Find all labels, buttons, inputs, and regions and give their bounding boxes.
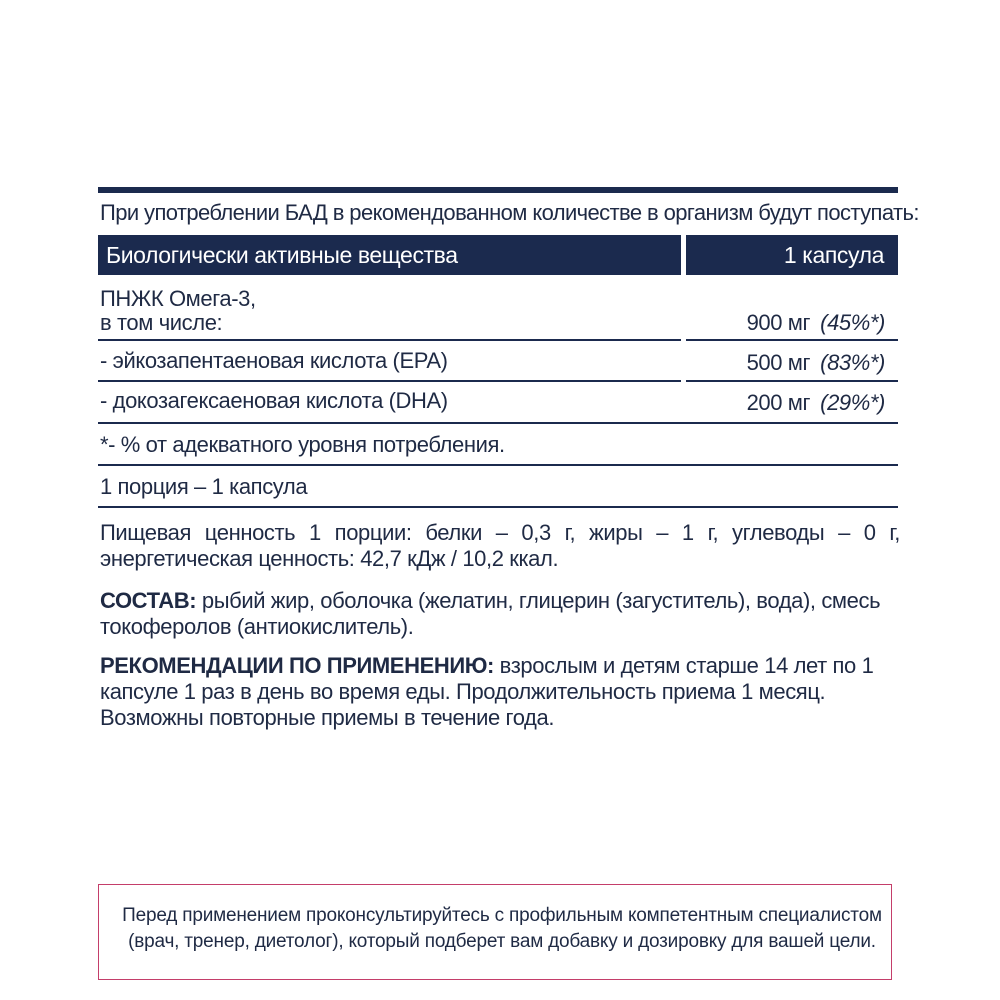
row-divider (686, 380, 898, 382)
portion-text: 1 порция – 1 капсула (100, 474, 308, 499)
epa-value (747, 351, 885, 375)
dha-percent: (29%*) (820, 390, 885, 415)
row-divider (98, 380, 681, 382)
epa-percent: (83%*) (820, 350, 885, 375)
nutrition-text: Пищевая ценность 1 порции: белки – 0,3 г, жиры – 1 г, углеводы – 0 г, энергетическая ценность: 42,7 кДж / 10,2 ккал. (100, 520, 900, 571)
table-header-amount-label: 1 капсула (783, 242, 884, 268)
footnote: *- % от адекватного уровня потребления. (100, 432, 505, 457)
table-header-substance-label: Биологически активные вещества (106, 242, 458, 268)
omega3-name-line2: в том числе: (100, 310, 223, 335)
omega3-amount: 900 мг (746, 310, 811, 335)
composition-text: рыбий жир, оболочка (желатин, глицерин (загуститель), вода), смесь токоферолов (антиокислитель). (100, 588, 881, 639)
row-divider (98, 339, 681, 341)
warning-box (98, 884, 892, 980)
row-divider (98, 464, 898, 466)
row-divider (686, 339, 898, 341)
top-rule (98, 187, 898, 193)
omega3-name-line1: ПНЖК Омега-3, (100, 286, 256, 311)
table-header-amount (686, 235, 898, 275)
intro-text: При употреблении БАД в рекомендованном количестве в организм будут поступать: (100, 200, 919, 225)
omega3-percent: (45%*) (820, 310, 885, 335)
row-divider (98, 422, 898, 424)
recommendations-label: РЕКОМЕНДАЦИИ ПО ПРИМЕНЕНИЮ: (100, 653, 494, 678)
epa-amount: 500 мг (746, 350, 811, 375)
table-header-substance (98, 235, 681, 275)
table-bottom-rule (98, 506, 898, 508)
dha-value (747, 391, 885, 415)
recommendations-block (100, 653, 900, 731)
composition-label: СОСТАВ: (100, 588, 197, 613)
warning-text: Перед применением проконсультируйтесь с профильным компетентным специалистом (врач, тренер, диетолог), который подберет вам добавку и дозировку для вашей цели. (122, 905, 882, 952)
composition-block (100, 588, 900, 640)
epa-name: - эйкозапентаеновая кислота (EPA) (100, 348, 448, 373)
dha-amount: 200 мг (746, 390, 811, 415)
recommendations-text: взрослым и детям старше 14 лет по 1 капсуле 1 раз в день во время еды. Продолжительность приема 1 месяц. Возможны повторные приемы в течение года. (100, 653, 874, 730)
omega3-value (747, 311, 885, 335)
dha-name: - докозагексаеновая кислота (DHA) (100, 388, 448, 413)
